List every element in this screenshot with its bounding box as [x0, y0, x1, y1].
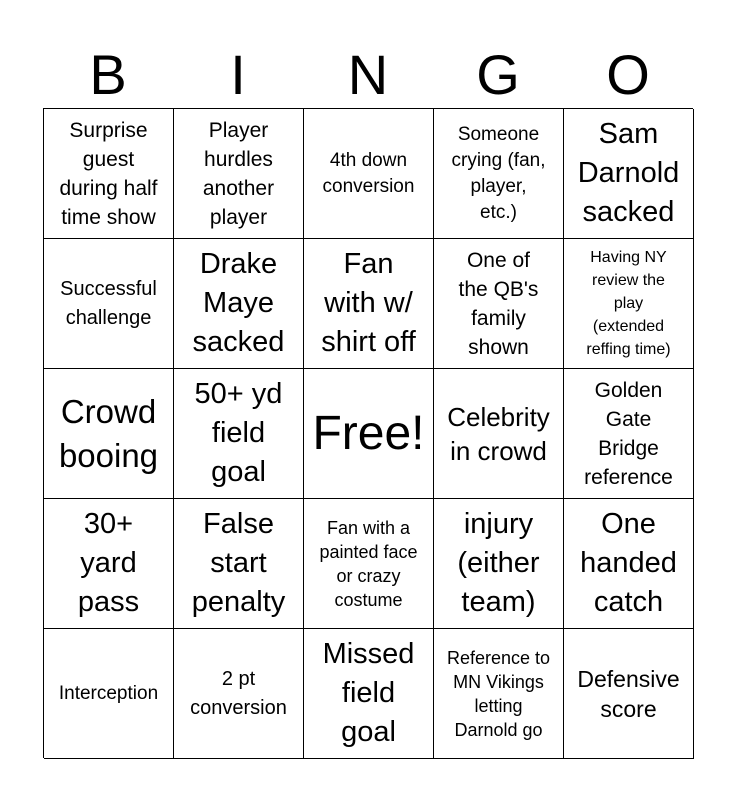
- bingo-cell[interactable]: [44, 109, 174, 239]
- bingo-cell[interactable]: [304, 499, 434, 629]
- bingo-cell[interactable]: [434, 369, 564, 499]
- cell-text: Fan with w/ shirt off: [321, 248, 416, 358]
- bingo-cell[interactable]: [174, 629, 304, 759]
- bingo-cell[interactable]: [44, 499, 174, 629]
- cell-text: Surprise guest during half time show: [59, 118, 158, 229]
- bingo-cell[interactable]: [44, 369, 174, 499]
- bingo-cell[interactable]: [304, 239, 434, 369]
- cell-text: Reference to MN Vikings letting Darnold go: [446, 647, 551, 740]
- bingo-cell[interactable]: [434, 109, 564, 239]
- bingo-cell[interactable]: [174, 369, 304, 499]
- bingo-cell[interactable]: [304, 109, 434, 239]
- cell-text: False start penalty: [191, 508, 286, 618]
- free-space-text: Free!: [312, 406, 425, 460]
- cell-text: 4th down conversion: [322, 149, 415, 197]
- cell-text: Defensive score: [577, 665, 680, 722]
- cell-text: Successful challenge: [60, 277, 157, 329]
- free-space-cell[interactable]: [304, 369, 434, 499]
- cell-text: Crowd booing: [58, 392, 159, 474]
- bingo-header: [43, 42, 693, 108]
- cell-text: Having NY review the play (extended reffing time): [586, 249, 671, 358]
- bingo-cell[interactable]: [174, 109, 304, 239]
- cell-text: 2 pt conversion: [190, 667, 287, 719]
- bingo-cell[interactable]: [174, 499, 304, 629]
- cell-text: 30+ yard pass: [77, 508, 140, 618]
- bingo-cell[interactable]: [174, 239, 304, 369]
- bingo-cell[interactable]: [44, 629, 174, 759]
- header-letter-n: N: [347, 43, 389, 106]
- bingo-cell[interactable]: [434, 239, 564, 369]
- cell-text: Missed field goal: [322, 638, 415, 748]
- bingo-cell[interactable]: [434, 629, 564, 759]
- cell-text: One handed catch: [580, 508, 677, 618]
- bingo-cell[interactable]: [564, 239, 694, 369]
- cell-text: Drake Maye sacked: [192, 248, 285, 358]
- bingo-cell[interactable]: [564, 369, 694, 499]
- bingo-cell[interactable]: [564, 499, 694, 629]
- cell-text: Fan with a painted face or crazy costume: [319, 517, 418, 610]
- cell-text: injury (either team): [457, 508, 540, 618]
- cell-text: Sam Darnold sacked: [577, 118, 680, 228]
- bingo-cell[interactable]: [44, 239, 174, 369]
- bingo-grid: [43, 108, 693, 758]
- bingo-cell[interactable]: [434, 499, 564, 629]
- header-letter-g: G: [476, 43, 520, 106]
- cell-text: Player hurdles another player: [202, 118, 275, 229]
- cell-text: Interception: [58, 682, 159, 704]
- cell-text: 50+ yd field goal: [194, 378, 283, 488]
- cell-text: Celebrity in crowd: [447, 401, 550, 466]
- header-letter-b: B: [89, 43, 127, 106]
- bingo-cell[interactable]: [564, 109, 694, 239]
- header-letter-o: O: [606, 43, 650, 106]
- cell-text: Golden Gate Bridge reference: [584, 378, 673, 489]
- cell-text: Someone crying (fan, player, etc.): [451, 123, 546, 223]
- header-letter-i: I: [230, 43, 246, 106]
- cell-text: One of the QB's family shown: [458, 248, 539, 359]
- bingo-cell[interactable]: [564, 629, 694, 759]
- bingo-cell[interactable]: [304, 629, 434, 759]
